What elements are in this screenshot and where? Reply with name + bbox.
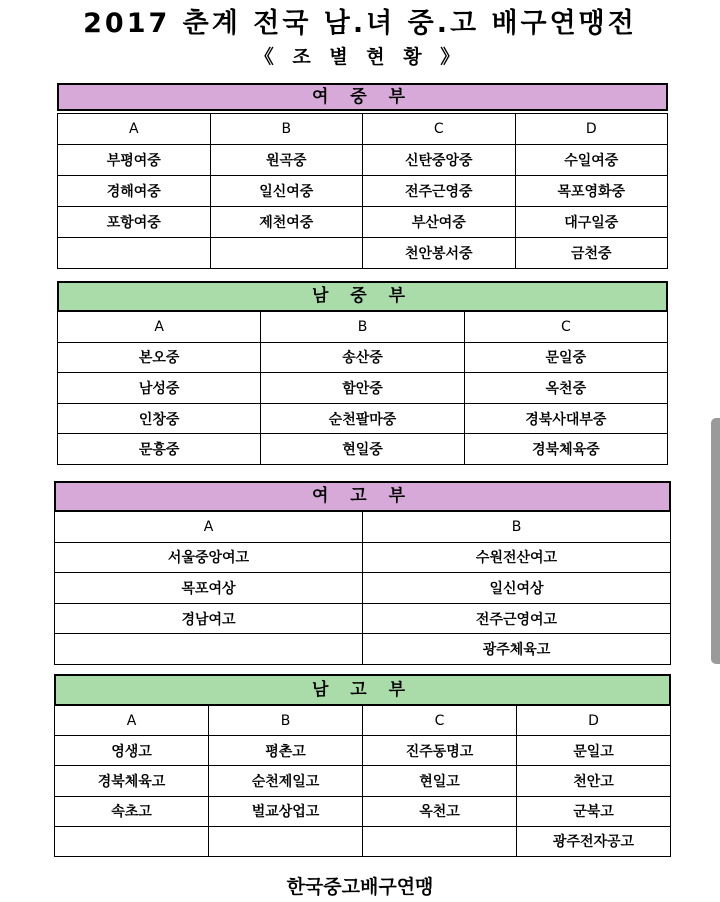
boys-high-section bbox=[54, 674, 671, 857]
team-cell: 문흥중 bbox=[58, 434, 261, 465]
group-header: D bbox=[517, 706, 671, 736]
girls-high-section bbox=[54, 481, 671, 665]
document-title: 2017 춘계 전국 남.녀 중.고 배구연맹전 bbox=[83, 8, 637, 39]
team-cell: 부산여중 bbox=[363, 207, 516, 238]
team-cell: 전주근영여고 bbox=[363, 603, 671, 634]
team-row bbox=[55, 634, 671, 665]
team-row bbox=[58, 403, 668, 434]
team-cell: 경북체육고 bbox=[55, 766, 209, 796]
team-cell: 대구일중 bbox=[515, 207, 668, 238]
edge-scroll-handle[interactable] bbox=[711, 418, 720, 664]
team-row bbox=[55, 766, 671, 796]
group-header: B bbox=[210, 114, 363, 145]
team-cell bbox=[58, 238, 211, 269]
team-row bbox=[58, 207, 668, 238]
team-cell: 부평여중 bbox=[58, 145, 211, 176]
team-row bbox=[55, 603, 671, 634]
group-header: A bbox=[55, 706, 209, 736]
team-cell: 진주동명고 bbox=[363, 736, 517, 766]
team-row bbox=[58, 238, 668, 269]
team-cell: 목포여상 bbox=[55, 573, 363, 604]
team-cell bbox=[210, 238, 363, 269]
team-cell: 현일중 bbox=[261, 434, 464, 465]
group-header: C bbox=[363, 706, 517, 736]
group-header: C bbox=[464, 312, 667, 343]
team-cell: 경해여중 bbox=[58, 176, 211, 207]
team-cell: 원곡중 bbox=[210, 145, 363, 176]
team-cell: 영생고 bbox=[55, 736, 209, 766]
team-cell: 목포영화중 bbox=[515, 176, 668, 207]
team-row bbox=[55, 542, 671, 573]
team-cell: 경남여고 bbox=[55, 603, 363, 634]
girls-high-band-label: 여 고 부 bbox=[54, 481, 671, 512]
team-cell bbox=[209, 826, 363, 856]
team-cell bbox=[363, 826, 517, 856]
team-row bbox=[58, 434, 668, 465]
team-row bbox=[58, 176, 668, 207]
girls-middle-band-label: 여 중 부 bbox=[57, 83, 668, 111]
team-cell: 천안봉서중 bbox=[363, 238, 516, 269]
team-cell: 수일여중 bbox=[515, 145, 668, 176]
team-cell: 전주근영중 bbox=[363, 176, 516, 207]
team-cell: 인창중 bbox=[58, 403, 261, 434]
team-cell: 옥천고 bbox=[363, 796, 517, 826]
group-header: A bbox=[58, 312, 261, 343]
team-cell: 제천여중 bbox=[210, 207, 363, 238]
document-subtitle: 《 조 별 현 황 》 bbox=[254, 46, 466, 68]
team-cell: 송산중 bbox=[261, 342, 464, 373]
group-header: A bbox=[55, 512, 363, 543]
team-cell: 남성중 bbox=[58, 373, 261, 404]
team-cell: 천안고 bbox=[517, 766, 671, 796]
team-cell: 수원전산여고 bbox=[363, 542, 671, 573]
boys-middle-band-label: 남 중 부 bbox=[57, 281, 668, 312]
team-cell: 순천팔마중 bbox=[261, 403, 464, 434]
team-row bbox=[58, 342, 668, 373]
group-header: D bbox=[515, 114, 668, 145]
team-cell bbox=[55, 826, 209, 856]
team-row bbox=[55, 573, 671, 604]
group-header: A bbox=[58, 114, 211, 145]
team-cell: 일신여중 bbox=[210, 176, 363, 207]
team-cell: 광주체육고 bbox=[363, 634, 671, 665]
group-header: B bbox=[209, 706, 363, 736]
girls-middle-section bbox=[57, 83, 668, 269]
team-cell: 군북고 bbox=[517, 796, 671, 826]
group-header: B bbox=[363, 512, 671, 543]
group-header: B bbox=[261, 312, 464, 343]
boys-middle-section bbox=[57, 281, 668, 465]
team-cell: 평촌고 bbox=[209, 736, 363, 766]
team-cell bbox=[55, 634, 363, 665]
team-cell: 신탄중앙중 bbox=[363, 145, 516, 176]
girls-middle-group-table bbox=[57, 113, 668, 269]
team-cell: 광주전자공고 bbox=[517, 826, 671, 856]
boys-high-band-label: 남 고 부 bbox=[54, 674, 671, 706]
team-cell: 순천제일고 bbox=[209, 766, 363, 796]
team-cell: 경북사대부중 bbox=[464, 403, 667, 434]
team-cell: 옥천중 bbox=[464, 373, 667, 404]
team-cell: 경북체육중 bbox=[464, 434, 667, 465]
girls-high-group-table bbox=[54, 511, 671, 665]
team-row bbox=[55, 826, 671, 856]
team-cell: 서울중앙여고 bbox=[55, 542, 363, 573]
team-row bbox=[55, 736, 671, 766]
team-cell: 벌교상업고 bbox=[209, 796, 363, 826]
team-cell: 속초고 bbox=[55, 796, 209, 826]
team-row bbox=[58, 373, 668, 404]
team-cell: 문일고 bbox=[517, 736, 671, 766]
team-row bbox=[58, 145, 668, 176]
boys-high-group-table bbox=[54, 705, 671, 857]
boys-middle-group-table bbox=[57, 311, 668, 465]
team-cell: 함안중 bbox=[261, 373, 464, 404]
team-cell: 포항여중 bbox=[58, 207, 211, 238]
group-header: C bbox=[363, 114, 516, 145]
team-row bbox=[55, 796, 671, 826]
organization-footer: 한국중고배구연맹 bbox=[286, 876, 434, 898]
team-cell: 문일중 bbox=[464, 342, 667, 373]
team-cell: 현일고 bbox=[363, 766, 517, 796]
team-cell: 금천중 bbox=[515, 238, 668, 269]
team-cell: 일신여상 bbox=[363, 573, 671, 604]
team-cell: 본오중 bbox=[58, 342, 261, 373]
